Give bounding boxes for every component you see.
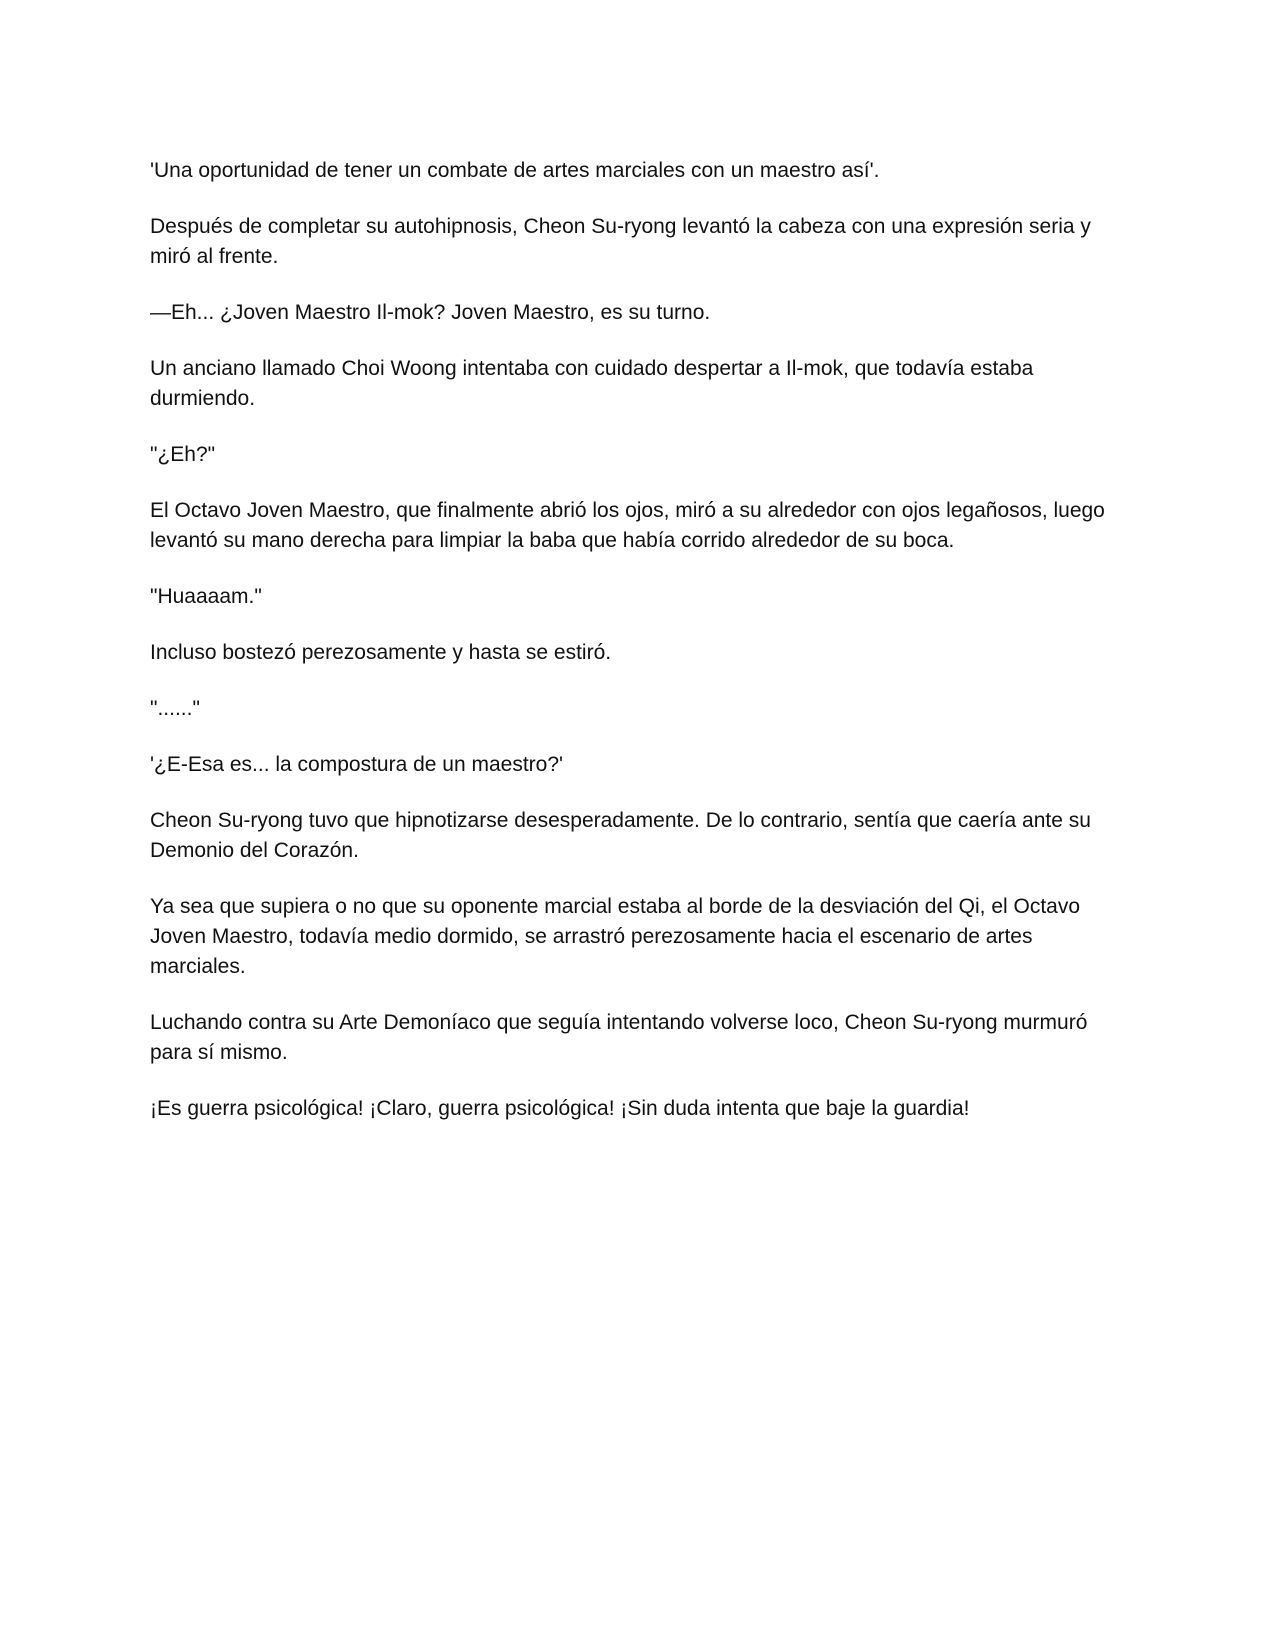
- paragraph: Un anciano llamado Choi Woong intentaba con cuidado despertar a Il-mok, que todavía estaba durmiendo.: [150, 357, 1034, 410]
- paragraph: El Octavo Joven Maestro, que finalmente abrió los ojos, miró a su alrededor con ojos legañosos, luego levantó su mano derecha para limpiar la baba que había corrido alrededor de su boca.: [150, 499, 1105, 552]
- paragraph: Ya sea que supiera o no que su oponente marcial estaba al borde de la desviación del Qi, el Octavo Joven Maestro, todavía medio dormido, se arrastró perezosamente hacia el escenario de artes marciales.: [150, 895, 1081, 978]
- paragraph: 'Una oportunidad de tener un combate de artes marciales con un maestro así'.: [150, 159, 880, 182]
- paragraph: ¡Es guerra psicológica! ¡Claro, guerra psicológica! ¡Sin duda intenta que baje la guardia!: [150, 1097, 970, 1120]
- document-body: [150, 156, 1125, 1150]
- paragraph: Luchando contra su Arte Demoníaco que seguía intentando volverse loco, Cheon Su-ryong murmuró para sí mismo.: [150, 1011, 1088, 1064]
- paragraph: "Huaaaam.": [150, 585, 262, 608]
- paragraph: Incluso bostezó perezosamente y hasta se estiró.: [150, 641, 612, 664]
- paragraph: "......": [150, 697, 200, 720]
- paragraph: Cheon Su-ryong tuvo que hipnotizarse desesperadamente. De lo contrario, sentía que caería ante su Demonio del Corazón.: [150, 809, 1091, 862]
- paragraph: —Eh... ¿Joven Maestro Il-mok? Joven Maestro, es su turno.: [150, 301, 711, 324]
- paragraph: '¿E-Esa es... la compostura de un maestro?': [150, 753, 564, 776]
- paragraph: "¿Eh?": [150, 443, 216, 466]
- paragraph: Después de completar su autohipnosis, Cheon Su-ryong levantó la cabeza con una expresión seria y miró al frente.: [150, 215, 1091, 268]
